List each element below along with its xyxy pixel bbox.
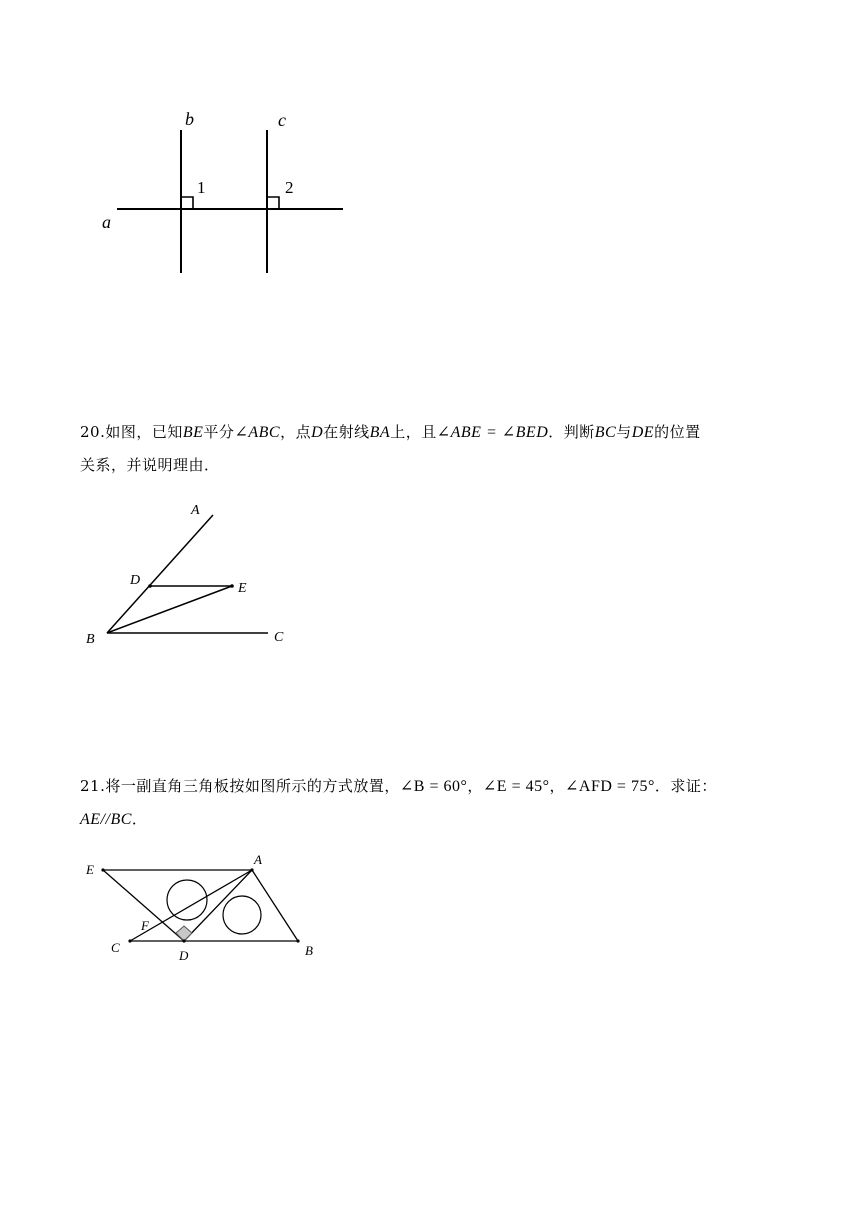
right-angle-mark-2 <box>267 197 279 209</box>
text: 平分 <box>203 423 235 441</box>
label-B: B <box>305 943 313 958</box>
figure-angle-bisector <box>80 495 300 655</box>
label-A: A <box>191 503 200 518</box>
math: ∠ABE = ∠BED <box>436 424 549 441</box>
text: ， <box>549 777 566 795</box>
text: 将一副直角三角板按如图所示的方式放置， <box>105 777 400 795</box>
math: ∠AFD = 75° <box>565 778 655 795</box>
point-A <box>250 868 253 871</box>
label-E: E <box>238 581 247 596</box>
point-D <box>182 939 185 942</box>
text: 在射线 <box>323 423 370 441</box>
point-D <box>148 584 152 588</box>
label-D: D <box>179 948 189 963</box>
label-b: b <box>185 109 194 129</box>
label-angle-1: 1 <box>197 178 206 197</box>
label-angle-2: 2 <box>285 178 294 197</box>
math: DE <box>631 424 655 441</box>
label-B: B <box>86 632 95 647</box>
figure-parallel-perpendiculars <box>95 105 355 280</box>
text: 上，且 <box>390 423 437 441</box>
problem-20-line-2: 关系，并说明理由． <box>80 456 220 474</box>
math: ∠E = 45° <box>482 778 550 795</box>
problem-20 <box>80 416 780 481</box>
label-A: A <box>254 852 262 867</box>
label-C: C <box>111 940 120 955</box>
math: D <box>311 424 324 441</box>
problem-20-line-1 <box>80 416 780 449</box>
right-angle-mark-1 <box>181 197 193 209</box>
label-c: c <box>278 110 286 130</box>
segment-DA <box>184 870 252 941</box>
right-angle-mark-D <box>176 926 192 941</box>
problem-21-line-1 <box>80 770 780 803</box>
label-a: a <box>102 212 111 232</box>
text: ． <box>131 810 148 828</box>
label-D: D <box>130 573 141 588</box>
triangle-hole-right <box>223 896 261 934</box>
label-E: E <box>86 862 94 877</box>
text: ．判断 <box>548 423 595 441</box>
math: BE <box>182 424 204 441</box>
point-E <box>101 868 104 871</box>
point-C <box>128 939 131 942</box>
math: AE//BC <box>80 811 132 828</box>
problem-number: 21. <box>80 777 106 795</box>
text: ， <box>467 777 483 795</box>
problem-21-line-2 <box>80 803 780 836</box>
text: ．求证： <box>654 777 717 795</box>
point-E <box>230 584 234 588</box>
point-B <box>296 939 299 942</box>
problem-21 <box>80 770 780 836</box>
ray-BA <box>107 515 213 633</box>
label-F: F <box>141 918 149 933</box>
label-C: C <box>274 630 284 645</box>
math: BA <box>369 424 391 441</box>
figure-set-squares <box>80 850 330 965</box>
text: 的位置 <box>654 423 701 441</box>
math: BC <box>594 424 617 441</box>
segment-BE <box>107 586 232 633</box>
math: ∠ABC <box>234 424 281 441</box>
problem-number: 20. <box>80 423 106 441</box>
math: ∠B = 60° <box>399 778 468 795</box>
text: 与 <box>616 423 632 441</box>
text: ，点 <box>280 423 312 441</box>
text: 如图，已知 <box>105 423 183 441</box>
